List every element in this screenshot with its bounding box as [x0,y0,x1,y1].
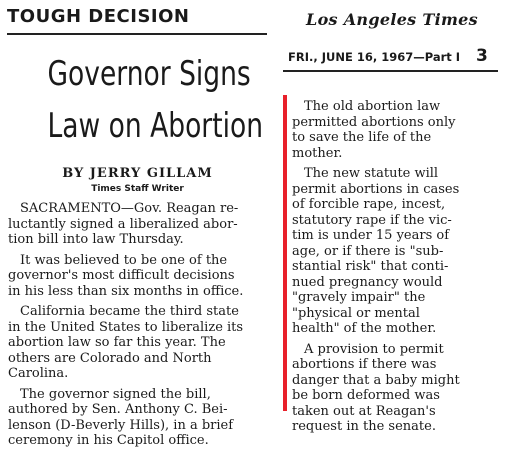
paragraph [8,304,272,382]
text-line: tion bill into law Thursday. [8,232,184,247]
text-line: stantial risk" that conti- [292,259,449,274]
text-line: age, or if there is "sub- [292,243,444,259]
text-line: permitted abortions only [292,114,456,130]
paragraph [292,166,500,337]
page-number: 3 [476,46,488,66]
masthead: Los Angeles Times [306,10,478,29]
paragraph [8,201,272,248]
margin-mark [283,95,287,411]
byline-title: Times Staff Writer [91,184,184,194]
text-line: taken out at Reagan's [292,403,436,419]
text-line: others are Colorado and North [8,350,212,366]
text-line: "physical or mental [292,305,420,321]
dateline-rule [283,70,498,72]
text-line: in his less than six months in office. [8,283,244,299]
text-line: A provision to permit [304,341,444,357]
text-line: The old abortion law [304,99,441,114]
text-line: governor's most difficult decisions [8,268,235,283]
paragraph [292,342,500,435]
text-line: authored by Sen. Anthony C. Bei- [8,402,228,417]
text-line: to save the life of the [292,130,432,145]
text-line: health" of the mother. [292,321,437,336]
article-right-column [292,99,500,440]
text-line: permit abortions in cases [292,181,460,197]
article-left-column [8,201,272,454]
text-line: lenson (D-Beverly Hills), in a brief [8,417,234,433]
text-line: nued pregnancy would [292,274,443,290]
text-line: luctantly signed a liberalized abor- [8,216,238,232]
text-line: California became the third state [20,304,239,319]
text-line: be born deformed was [292,388,440,403]
text-line: in the United States to liberalize its [8,319,244,335]
paragraph [8,253,272,300]
kicker-heading: TOUGH DECISION [7,6,190,27]
text-line: request in the senate. [292,419,436,434]
text-line: mother. [292,145,343,161]
text-line: abortion law so far this year. The [8,335,226,350]
text-line: The governor signed the bill, [20,386,211,402]
headline-line-2: Law on Abortion [47,106,264,146]
text-line: SACRAMENTO—Gov. Reagan re- [20,201,239,216]
headline-line-1: Governor Signs [47,54,251,94]
text-line: of forcible rape, incest, [292,197,446,212]
byline: BY JERRY GILLAM [62,166,213,181]
text-line: abortions if there was [292,357,437,372]
kicker-rule [7,33,267,35]
text-line: tim is under 15 years of [292,228,450,243]
text-line: It was believed to be one of the [20,252,228,268]
paragraph [292,99,500,161]
text-line: statutory rape if the vic- [292,212,452,228]
paragraph [8,387,272,449]
headline [47,48,264,152]
dateline: FRI., JUNE 16, 1967—Part I [288,50,461,64]
text-line: "gravely impair" the [292,290,426,305]
text-line: The new statute will [304,166,439,181]
text-line: ceremony in his Capitol office. [8,433,209,448]
text-line: Carolina. [8,366,69,381]
text-line: danger that a baby might [292,372,460,388]
